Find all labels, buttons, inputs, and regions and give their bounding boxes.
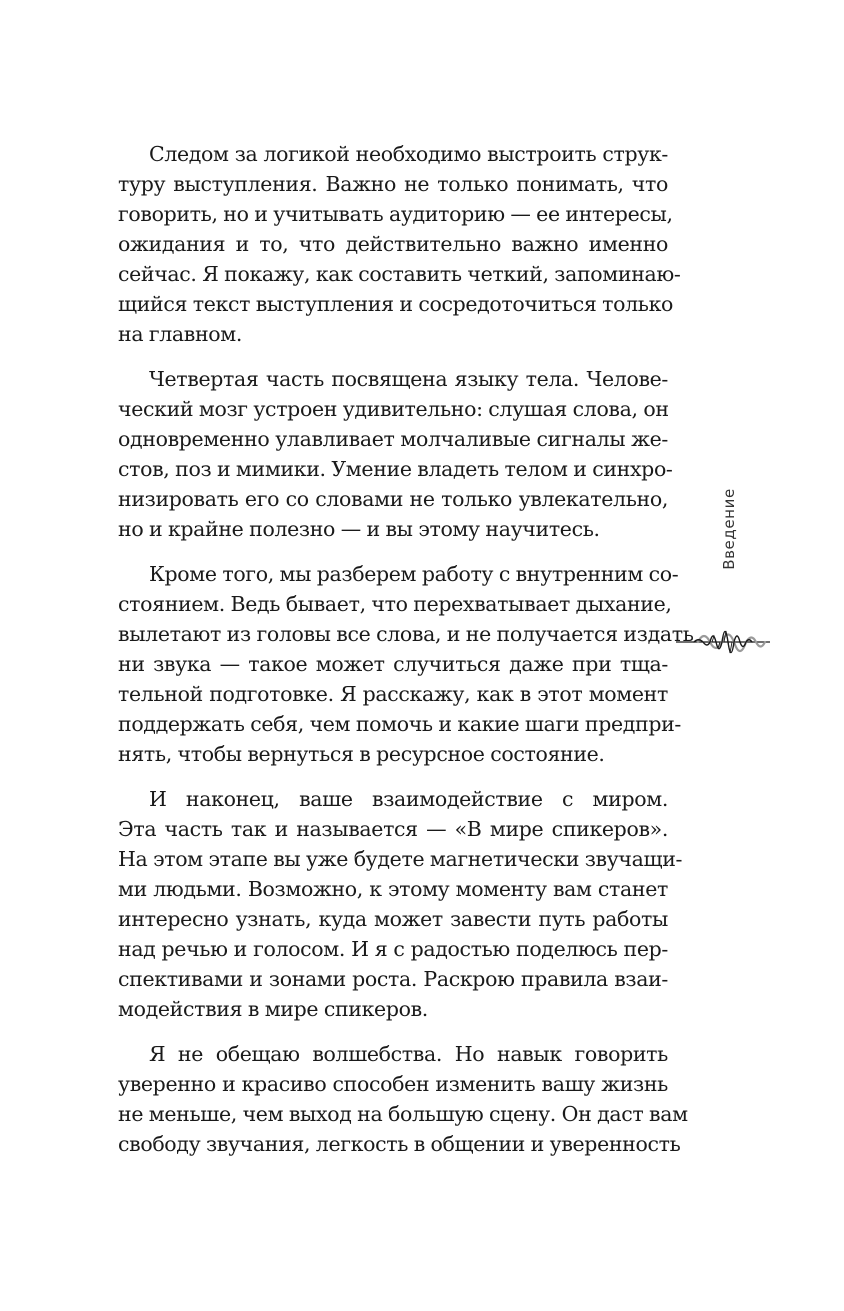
- text-line: стоянием. Ведь бывает, что перехватывает дыхание,: [118, 592, 672, 616]
- paragraph-structure: [118, 139, 681, 349]
- text-line: модействия в мире спикеров.: [118, 997, 428, 1021]
- text-line: И наконец, ваше взаимодействие с миром.: [149, 787, 668, 811]
- section-tab-label: Введение: [720, 488, 739, 570]
- text-line: уверенно и красиво способен изменить вашу жизнь: [118, 1072, 668, 1096]
- body-text: [118, 139, 694, 1159]
- paragraph-speakers-world: [118, 784, 683, 1024]
- section-tab: [714, 484, 744, 574]
- text-line: нять, чтобы вернуться в ресурсное состояние.: [118, 742, 605, 766]
- text-line: ми людьми. Возможно, к этому моменту вам станет: [118, 877, 668, 901]
- text-line: сейчас. Я покажу, как составить четкий, запоминаю-: [118, 262, 681, 286]
- text-line: Четвертая часть посвящена языку тела. Челове-: [149, 367, 668, 391]
- text-line: стов, поз и мимики. Умение владеть телом и синхро-: [118, 457, 673, 481]
- text-line: вылетают из головы все слова, и не получается издать: [118, 622, 694, 646]
- text-line: на главном.: [118, 322, 243, 346]
- text-line: интересно узнать, куда может завести путь работы: [118, 907, 668, 931]
- text-line: поддержать себя, чем помочь и какие шаги предпри-: [118, 712, 681, 736]
- text-line: туру выступления. Важно не только понимать, что: [118, 172, 668, 196]
- text-line: Кроме того, мы разберем работу с внутренним со-: [149, 562, 679, 586]
- paragraph-promise: [118, 1039, 688, 1159]
- text-line: ни звука — такое может случиться даже при тща-: [118, 652, 668, 676]
- text-line: На этом этапе вы уже будете магнетически звучащи-: [118, 847, 683, 871]
- text-line: щийся текст выступления и сосредоточиться только: [118, 292, 674, 316]
- text-line: одновременно улавливает молчаливые сигналы же-: [118, 427, 668, 451]
- text-line: ожидания и то, что действительно важно именно: [118, 232, 668, 256]
- text-line: ческий мозг устроен удивительно: слушая слова, он: [118, 397, 669, 421]
- paragraph-inner-state: [118, 559, 694, 769]
- sound-wave-icon: [676, 622, 770, 662]
- text-line: низировать его со словами не только увлекательно,: [118, 487, 668, 511]
- text-line: Я не обещаю волшебства. Но навык говорить: [149, 1042, 668, 1066]
- text-line: Эта часть так и называется — «В мире спикеров».: [118, 817, 668, 841]
- text-line: тельной подготовке. Я расскажу, как в этот момент: [118, 682, 668, 706]
- paragraph-body-language: [118, 364, 673, 544]
- text-line: но и крайне полезно — и вы этому научитесь.: [118, 517, 600, 541]
- text-line: Следом за логикой необходимо выстроить струк-: [149, 142, 668, 166]
- text-line: над речью и голосом. И я с радостью поделюсь пер-: [118, 937, 668, 961]
- text-line: свободу звучания, легкость в общении и уверенность: [118, 1132, 681, 1156]
- text-line: не меньше, чем выход на большую сцену. Он даст вам: [118, 1102, 688, 1126]
- text-line: спективами и зонами роста. Раскрою правила взаи-: [118, 967, 668, 991]
- text-line: говорить, но и учитывать аудиторию — ее интересы,: [118, 202, 673, 226]
